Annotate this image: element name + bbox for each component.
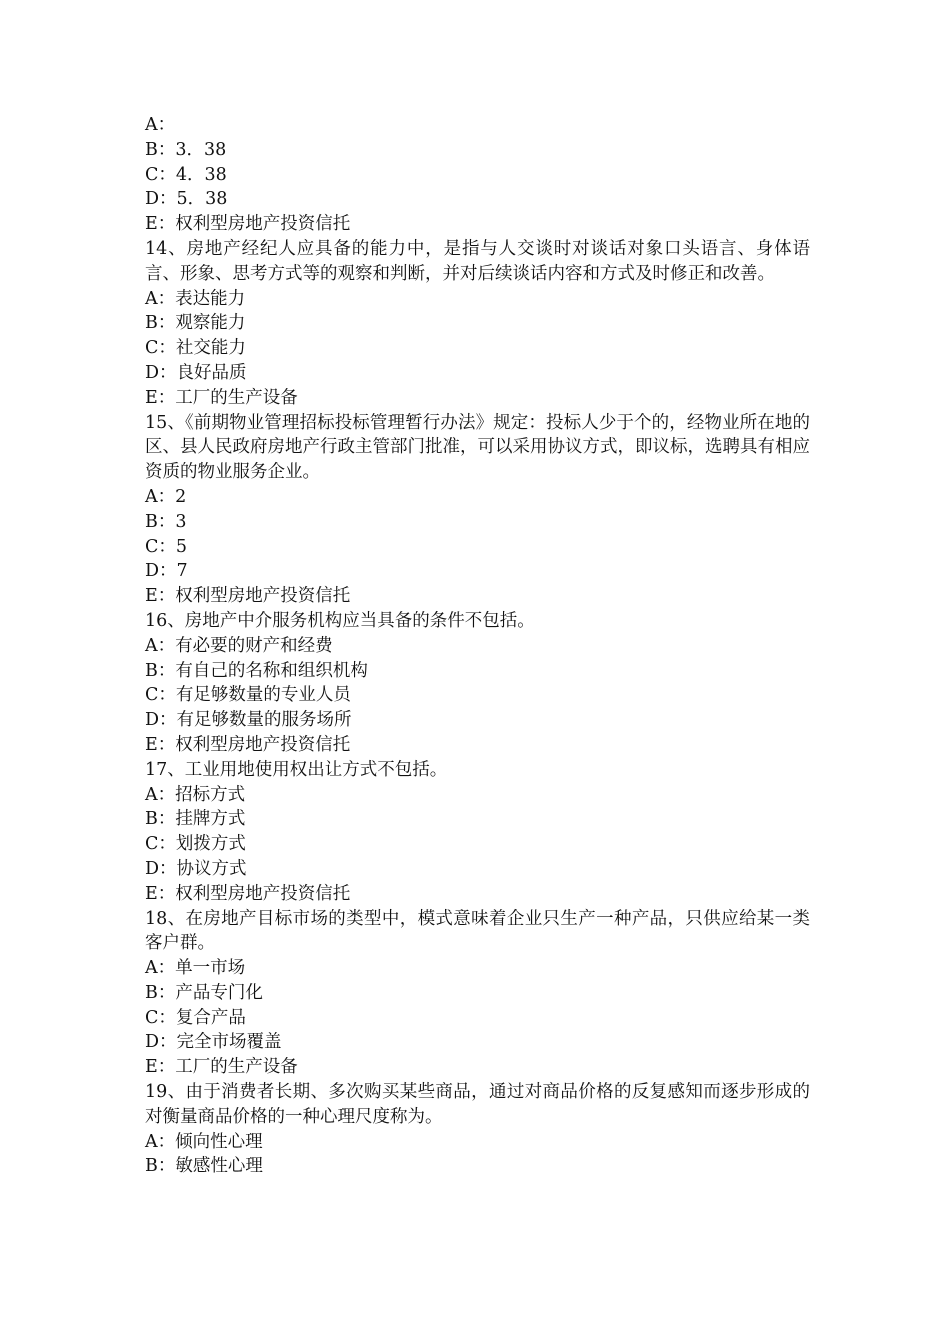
option-text: A：有必要的财产和经费 [145, 635, 333, 656]
option-text: D：完全市场覆盖 [145, 1032, 282, 1053]
option-text: D：7 [145, 561, 188, 582]
option-text: C：有足够数量的专业人员 [145, 685, 351, 706]
option-text: B：产品专门化 [145, 982, 263, 1003]
option-text: E：权利型房地产投资信托 [145, 586, 351, 607]
option-text: A：招标方式 [145, 784, 246, 805]
option-text: E：权利型房地产投资信托 [145, 214, 351, 235]
option-text: B：3 [145, 511, 187, 532]
option-text: E：权利型房地产投资信托 [145, 734, 351, 755]
option-text: B：挂牌方式 [145, 809, 246, 830]
option-text: E：权利型房地产投资信托 [145, 883, 351, 904]
question-18: 18、在房地产目标市场的类型中，模式意味着企业只生产一种产品，只供应给某一类客户群。 [145, 908, 810, 954]
question-14: 14、房地产经纪人应具备的能力中，是指与人交谈时对谈话对象口头语言、身体语言、形象、思考方式等的观察和判断，并对后续谈话内容和方式及时修正和改善。 [145, 238, 810, 284]
document-body [145, 113, 810, 1179]
option-text: C：复合产品 [145, 1007, 246, 1028]
question-19: 19、由于消费者长期、多次购买某些商品，通过对商品价格的反复感知而逐步形成的对衡量商品价格的一种心理尺度称为。 [145, 1082, 810, 1127]
option-text: D：5．38 [145, 189, 228, 210]
question-16: 16、房地产中介服务机构应当具备的条件不包括。 [145, 610, 535, 631]
option-text: B：3．38 [145, 139, 227, 160]
option-text: C：社交能力 [145, 338, 246, 359]
option-text: B：有自己的名称和组织机构 [145, 660, 368, 681]
option-text: C：4．38 [145, 164, 227, 185]
option-text: A：表达能力 [145, 288, 246, 309]
option-text: D：协议方式 [145, 858, 247, 879]
question-15: 15、《前期物业管理招标投标管理暂行办法》规定：投标人少于个的，经物业所在地的区、县人民政府房地产行政主管部门批准，可以采用协议方式，即议标，选聘具有相应资质的物业服务企业。 [145, 412, 810, 483]
option-text: A：2 [145, 486, 187, 507]
option-text: A：单一市场 [145, 958, 246, 979]
option-text: A： [145, 115, 176, 135]
option-text: B：观察能力 [145, 313, 246, 334]
option-text: B：敏感性心理 [145, 1156, 263, 1177]
option-text: D：良好品质 [145, 362, 247, 383]
option-text: E：工厂的生产设备 [145, 387, 298, 408]
option-text: C：5 [145, 536, 188, 557]
option-text: A：倾向性心理 [145, 1131, 263, 1152]
option-text: E：工厂的生产设备 [145, 1057, 298, 1078]
option-text: C：划拨方式 [145, 834, 246, 855]
option-text: D：有足够数量的服务场所 [145, 710, 352, 731]
question-17: 17、工业用地使用权出让方式不包括。 [145, 759, 448, 780]
